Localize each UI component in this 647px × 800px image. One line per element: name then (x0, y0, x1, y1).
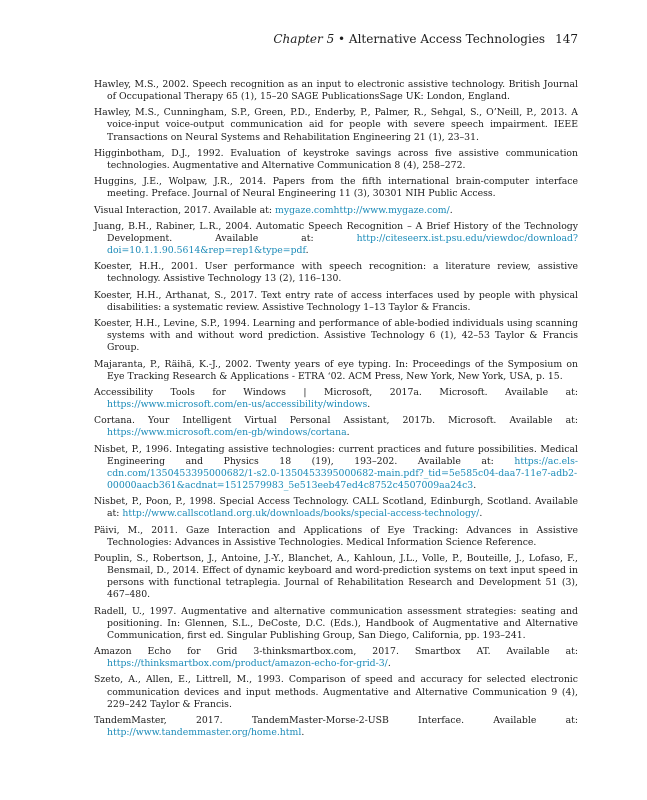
reference-link[interactable]: mygaze.comhttp://www.mygaze.com/ (275, 204, 450, 216)
reference-text: Koester, H.H., Levine, S.P., 1994. Learning and performance of able-bodied individuals using scanning systems with and without word prediction. Assistive Technology 6 (1), 42–53 Taylor & Francis Group. (94, 318, 578, 354)
reference-link[interactable]: https://www.microsoft.com/en-us/accessibility/windows (107, 399, 368, 411)
reference-entry (94, 553, 578, 601)
reference-entry (94, 525, 578, 549)
reference-link[interactable]: http://citeseerx.ist.psu.edu/viewdoc/download?doi=10.1.1.90.5614&rep=rep1&type=pdf (107, 232, 578, 257)
reference-link[interactable]: http://www.callscotland.org.uk/downloads/books/special-access-technology/ (122, 508, 480, 520)
reference-entry (94, 107, 578, 143)
reference-text: Visual Interaction, 2017. Available at: (94, 204, 275, 216)
reference-end-punctuation: . (305, 245, 309, 257)
reference-end-punctuation: . (346, 427, 350, 439)
reference-text: Pouplin, S., Robertson, J., Antoine, J.-Y., Blanchet, A., Kahloun, J.L., Volle, P., Bouteille, J., Lofaso, F., Bensmail, D., 2014. Effect of dynamic keyboard and word-prediction systems on text input speed in persons with functional tetraplegia. Journal of Rehabilitation Research and Development 51 (3), 467–480. (94, 553, 578, 601)
reference-entry (94, 205, 578, 217)
reference-end-punctuation: . (479, 508, 483, 520)
reference-entry (94, 444, 578, 492)
reference-link[interactable]: http://www.tandemmaster.org/home.html (107, 726, 302, 738)
reference-entry (94, 318, 578, 354)
reference-text: Szeto, A., Allen, E., Littrell, M., 1993. Comparison of speed and accuracy for selected electronic communication devices and input methods. Augmentative and Alternative Communication 9 (4), 229–242 Taylor & Francis. (94, 674, 578, 710)
reference-end-punctuation: . (367, 399, 371, 411)
reference-entry (94, 496, 578, 520)
reference-text: Päivi, M., 2011. Gaze Interaction and Applications of Eye Tracking: Advances in Assistive Technologies: Advances in Assistive Technologies. Medical Information Science Reference. (94, 524, 578, 548)
reference-link[interactable]: https://thinksmartbox.com/product/amazon-echo-for-grid-3/ (107, 658, 388, 670)
header-bullet: • (334, 32, 349, 46)
reference-text: Accessibility Tools for Windows | Microsoft, 2017a. Microsoft. Available at: (94, 386, 578, 398)
reference-text: Higginbotham, D.J., 1992. Evaluation of keystroke savings across five assistive communication technologies. Augmentative and Alternative Communication 8 (4), 258–272. (94, 147, 578, 171)
reference-text: Huggins, J.E., Wolpaw, J.R., 2014. Papers from the fifth international brain-computer interface meeting. Preface. Journal of Neural Engineering 11 (3), 30301 NIH Public Access. (94, 176, 578, 200)
chapter-title: Alternative Access Technologies (348, 32, 546, 46)
reference-text: Koester, H.H., 2001. User performance with speech recognition: a literature review, assistive technology. Assistive Technology 13 (2), 116–130. (94, 261, 578, 285)
reference-end-punctuation: . (449, 204, 453, 216)
reference-entry (94, 148, 578, 172)
reference-end-punctuation: . (473, 479, 477, 491)
reference-end-punctuation: . (387, 658, 391, 670)
reference-link[interactable]: https://ac.els-cdn.com/1350453395000682/1-s2.0-1350453395000682-main.pdf?_tid=5e585c04-daa7-11e7-adb2-00000aacb361&acdnat=1512579983_5e513eeb47ed4c8752c4507009aa24c3 (107, 455, 578, 491)
reference-text: TandemMaster, 2017. TandemMaster-Morse-2-USB Interface. Available at: (94, 714, 578, 726)
reference-entry (94, 261, 578, 285)
reference-text: Hawley, M.S., 2002. Speech recognition as an input to electronic assistive technology. British Journal of Occupational Therapy 65 (1), 15–20 SAGE PublicationsSage UK: London, England. (94, 79, 578, 103)
reference-text: Cortana. Your Intelligent Virtual Personal Assistant, 2017b. Microsoft. Available at: (94, 415, 578, 427)
reference-text: Juang, B.H., Rabiner, L.R., 2004. Automatic Speech Recognition – A Brief History of the Technology Development. Available at: (94, 220, 578, 244)
reference-entry (94, 674, 578, 710)
reference-entry (94, 359, 578, 383)
reference-text: Amazon Echo for Grid 3-thinksmartbox.com, 2017. Smartbox AT. Available at: (94, 646, 578, 658)
reference-entry (94, 646, 578, 670)
reference-end-punctuation: . (301, 726, 305, 738)
reference-entry (94, 415, 578, 439)
reference-entry (94, 176, 578, 200)
running-header (94, 32, 578, 46)
reference-text: Nisbet, P., 1996. Integating assistive technologies: current practices and future possibilities. Medical Engineering and Physics 18 (19), 193–202. Available at: (94, 443, 578, 467)
reference-text: Radell, U., 1997. Augmentative and alternative communication assessment strategies: seating and positioning. In: Glennen, S.L., DeCoste, D.C. (Eds.), Handbook of Augmentative and Alternative Communication, first ed. Singular Publishing Group, San Diego, California, pp. 193–241. (94, 605, 578, 641)
reference-entry (94, 387, 578, 411)
chapter-label: Chapter 5 (273, 32, 335, 46)
reference-text: Majaranta, P., Räihä, K.-J., 2002. Twenty years of eye typing. In: Proceedings of the Symposium on Eye Tracking Research & Applications - ETRA ‘02. ACM Press, New York, New York, USA, p. 15. (94, 358, 578, 382)
reference-entry (94, 290, 578, 314)
reference-entry (94, 79, 578, 103)
reference-text: Nisbet, P., Poon, P., 1998. Special Access Technology. CALL Scotland, Edinburgh, Scotland. Available at: (94, 496, 578, 520)
page-number: 147 (555, 32, 578, 46)
reference-list (94, 79, 578, 743)
reference-text: Hawley, M.S., Cunningham, S.P., Green, P.D., Enderby, P., Palmer, R., Sehgal, S., O’Neill, P., 2013. A voice-input voice-output communication aid for people with severe speech impairment. IEEE Transactions on Neural Systems and Rehabilitation Engineering 21 (1), 23–31. (94, 107, 578, 143)
reference-link[interactable]: https://www.microsoft.com/en-gb/windows/cortana (107, 427, 347, 439)
reference-entry (94, 715, 578, 739)
reference-entry (94, 221, 578, 257)
reference-entry (94, 606, 578, 642)
reference-text: Koester, H.H., Arthanat, S., 2017. Text entry rate of access interfaces used by people with physical disabilities: a systematic review. Assistive Technology 1–13 Taylor & Francis. (94, 289, 578, 313)
